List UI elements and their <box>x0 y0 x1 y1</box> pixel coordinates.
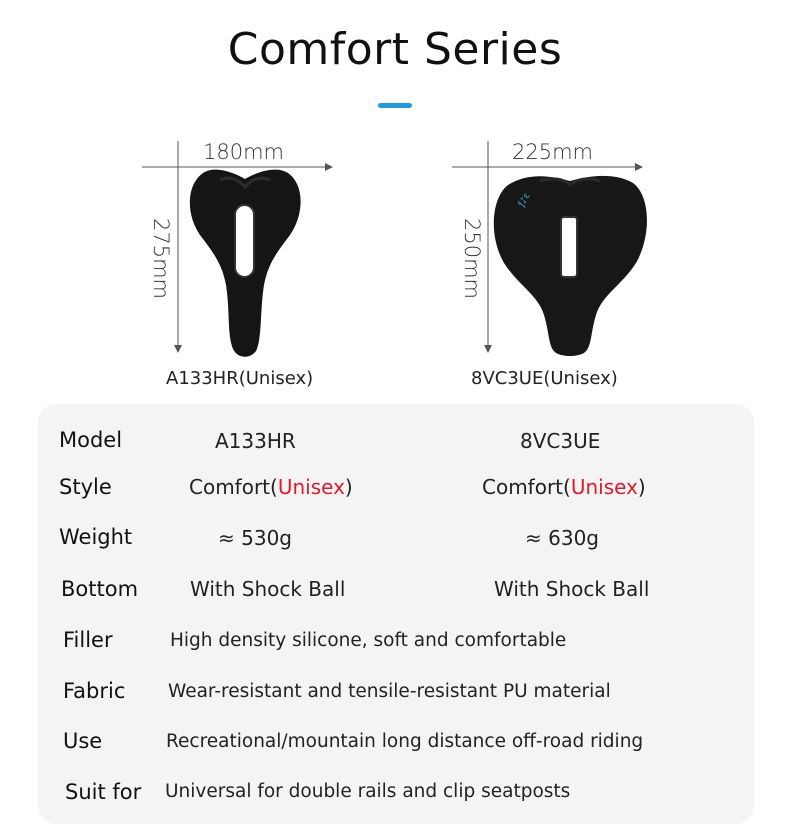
filler-value: High density silicone, soft and comfortable <box>170 630 567 651</box>
row-label-filler: Filler <box>63 628 113 652</box>
width-dimension: 225mm <box>512 140 593 164</box>
length-dimension: 250mm <box>460 218 484 299</box>
length-dimension: 275mm <box>149 218 173 299</box>
product-caption: A133HR(Unisex) <box>166 368 314 389</box>
weight-b: ≈ 630g <box>525 526 599 550</box>
style-a-prefix: Comfort( <box>189 475 278 499</box>
style-a-highlight: Unisex <box>277 475 345 499</box>
row-label-fabric: Fabric <box>63 679 126 703</box>
row-label-use: Use <box>63 729 103 753</box>
suit-for-value: Universal for double rails and clip seatposts <box>165 781 571 802</box>
svg-text:ƒ♪ε: ƒ♪ε <box>516 191 533 209</box>
bottom-a: With Shock Ball <box>190 577 346 601</box>
row-label-bottom: Bottom <box>61 577 139 601</box>
model-a: A133HR <box>215 429 296 453</box>
width-dimension: 180mm <box>203 140 284 164</box>
title-accent-bar <box>378 103 412 108</box>
bottom-b: With Shock Ball <box>494 577 650 601</box>
fabric-value: Wear-resistant and tensile-resistant PU material <box>168 681 611 702</box>
style-b <box>482 475 646 499</box>
style-b-suffix: ) <box>637 475 646 499</box>
spec-table <box>38 404 754 824</box>
row-label-weight: Weight <box>59 525 133 549</box>
use-value: Recreational/mountain long distance off-road riding <box>166 731 644 752</box>
page-title: Comfort Series <box>227 24 563 75</box>
weight-a: ≈ 530g <box>218 526 292 550</box>
model-b: 8VC3UE <box>520 429 601 453</box>
style-b-prefix: Comfort( <box>482 475 571 499</box>
wide-saddle-image <box>0 135 680 375</box>
row-label-model: Model <box>59 428 123 452</box>
row-label-suit-for: Suit for <box>65 780 142 804</box>
style-b-highlight: Unisex <box>570 475 638 499</box>
row-label-style: Style <box>59 475 112 499</box>
style-a <box>189 475 353 499</box>
style-a-suffix: ) <box>344 475 353 499</box>
product-caption: 8VC3UE(Unisex) <box>471 368 618 389</box>
